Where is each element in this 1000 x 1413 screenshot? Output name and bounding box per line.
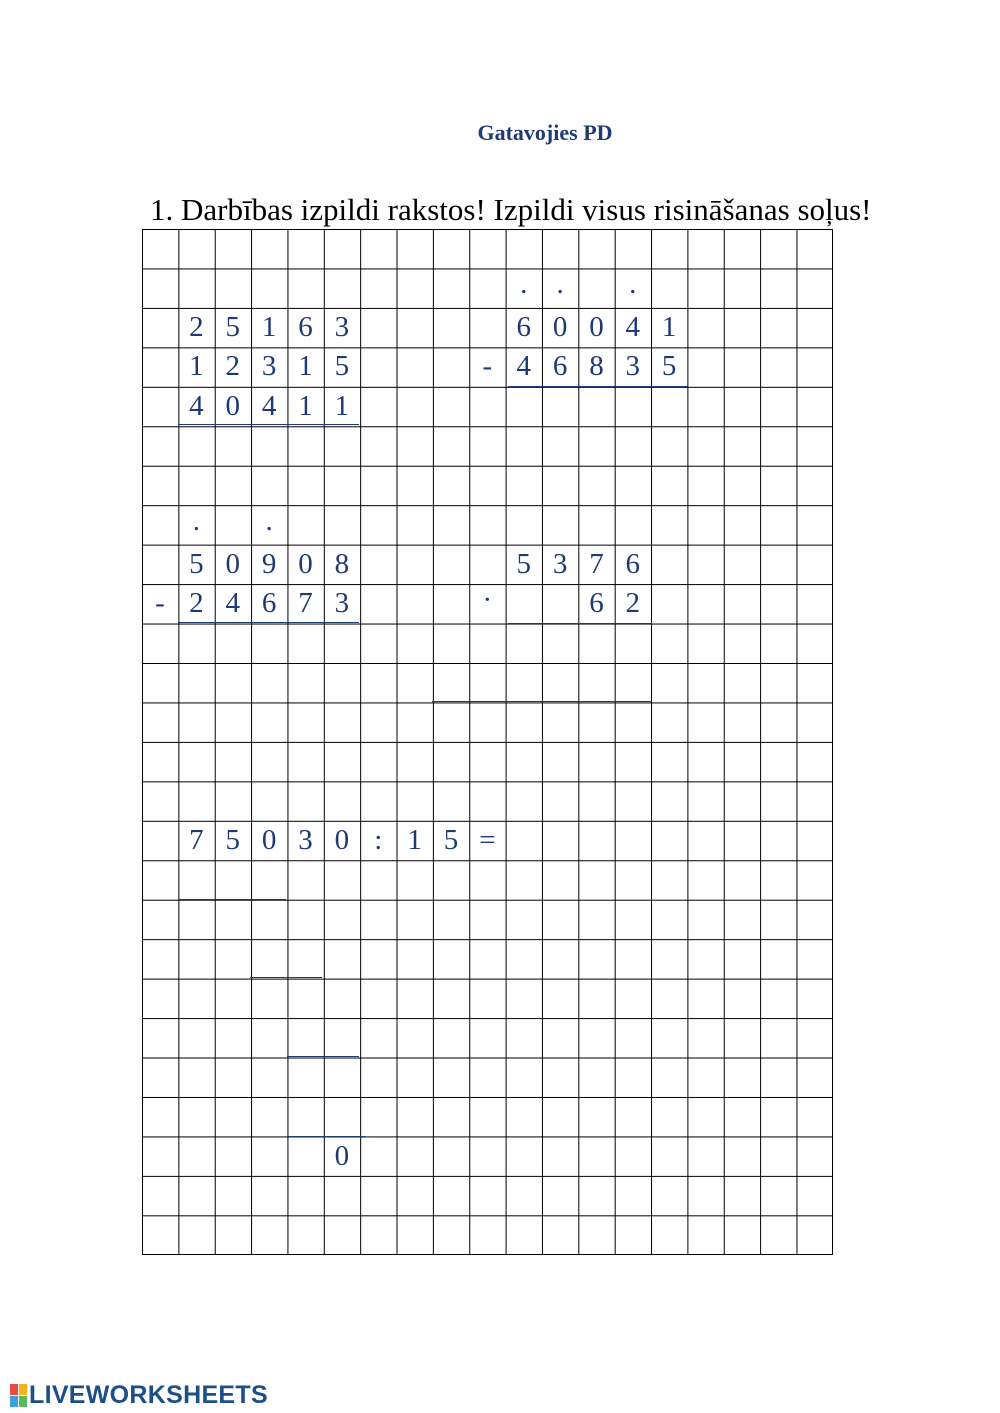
grid-digit: 5 [443,823,459,856]
grid-digit: 1 [261,310,277,343]
grid-digit: 5 [225,823,240,856]
grid-digit: : [374,823,383,856]
grid-digit: 7 [589,547,604,580]
logo-text: LIVEWORKSHEETS [29,1380,268,1409]
grid-digit: 0 [334,823,350,856]
grid-digit: = [479,823,496,856]
grid-digit: 0 [298,547,313,580]
page-title: Gatavojies PD [477,120,613,145]
grid-digit: 8 [589,350,604,383]
grid-digit: 3 [261,350,277,383]
grid-digit: 0 [261,823,277,856]
grid-digit: 0 [225,389,240,422]
grid-digit: . [556,268,564,301]
grid-digit: 8 [334,547,350,580]
grid-digit: 4 [225,587,240,620]
grid-digit: 6 [298,310,313,343]
division-line-1 [178,899,286,900]
grid-digit: 0 [334,1139,350,1172]
multiplication-line-1 [508,623,652,624]
division-line-3 [287,1056,359,1057]
grid-digit: 3 [552,547,568,580]
grid-digit: - [155,587,165,620]
grid-digit: . [265,505,273,538]
grid-digit: 5 [189,547,204,580]
grid-digit: 7 [298,587,313,620]
grid-digit: - [482,350,493,383]
grid-digit: 3 [625,350,641,383]
grid-digit: 5 [661,350,677,383]
grid-digit: 0 [225,547,240,580]
grid-digit: . [192,505,200,538]
grid-digit: 6 [552,350,568,383]
grid-digit: 3 [298,823,313,856]
grid-digit: 6 [625,547,641,580]
grid-digit: 5 [334,350,350,383]
grid-digit: 4 [261,389,277,422]
grid-digit: 1 [407,823,422,856]
grid-digit: 1 [298,389,313,422]
task-instruction: 1. Darbības izpildi rakstos! Izpildi visus risināšanas soļus! [150,192,872,227]
grid-digit: 2 [225,350,240,383]
grid-digit: 6 [589,587,604,620]
grid-digit: · [482,584,493,617]
grid-digit: 6 [261,587,277,620]
grid-digit: 7 [189,823,204,856]
grid-digit: 1 [298,350,313,383]
grid-digit: 4 [516,350,531,383]
grid-digit: 1 [189,350,204,383]
grid-digit: 2 [189,587,204,620]
math-grid [142,229,833,1255]
grid-digit: 2 [189,310,204,343]
grid-digit: 5 [225,310,240,343]
grid-digit: 1 [334,389,350,422]
grid-digit: . [520,268,528,301]
division-line-2 [250,977,322,978]
grid-digit: 4 [189,389,204,422]
grid-digit: 4 [625,310,641,343]
grid-digit: 0 [589,310,604,343]
grid-digit: 9 [261,547,277,580]
grid-digit: 1 [661,310,677,343]
multiplication-line-2 [432,701,652,702]
grid-digit: 3 [334,310,350,343]
grid-digit: 6 [516,310,531,343]
grid-digit: 0 [552,310,568,343]
grid-digit: 5 [516,547,531,580]
logo-blocks-icon [10,1384,27,1407]
grid-digit: . [629,268,637,301]
liveworksheets-logo [10,1380,268,1410]
grid-digit: 2 [625,587,641,620]
grid-digit: 3 [334,587,350,620]
